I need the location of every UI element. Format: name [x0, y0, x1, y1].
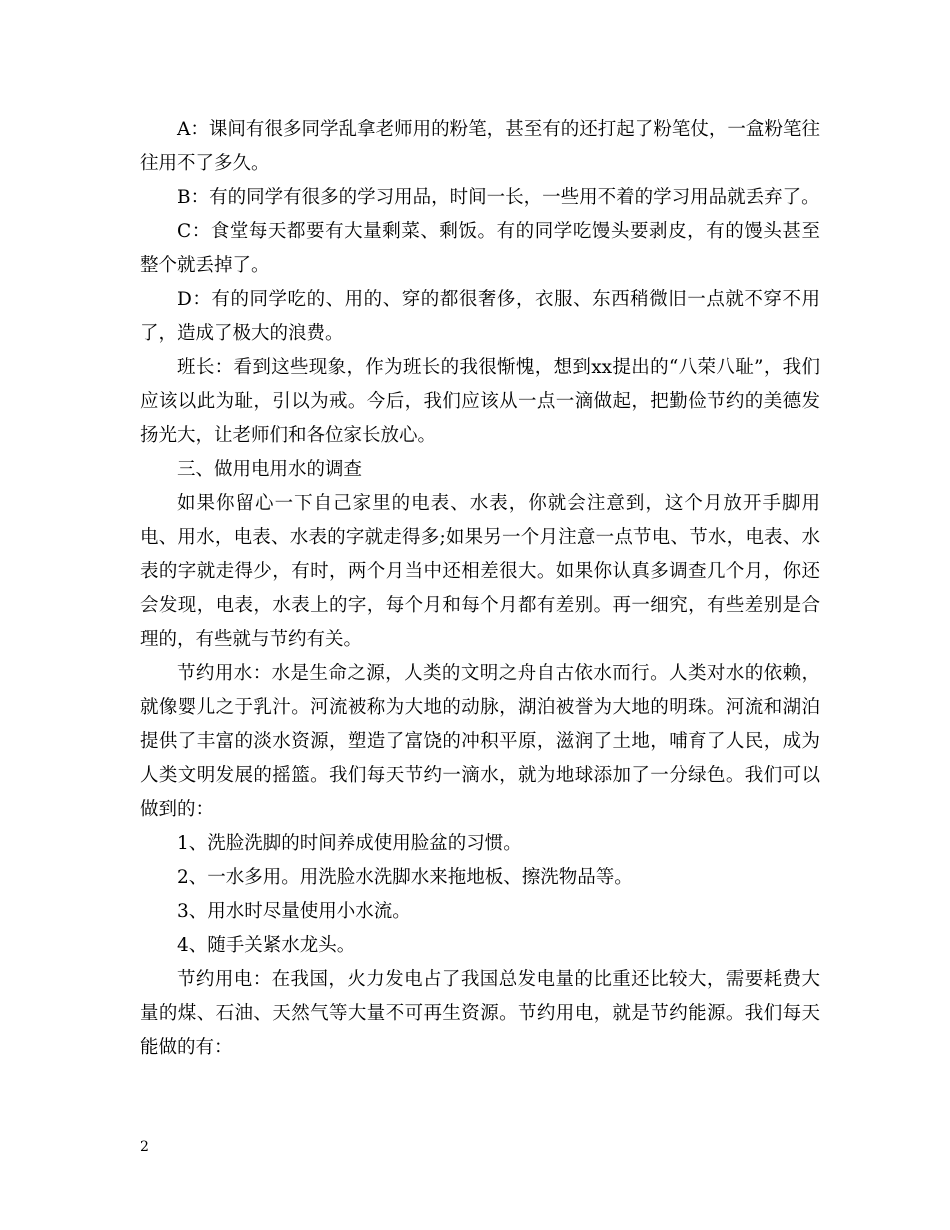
paragraph-meters: 如果你留心一下自己家里的电表、水表，你就会注意到，这个月放开手脚用电、用水，电表、水表的字就走得多;如果另一个月注意一点节电、节水，电表、水表的字就走得少，有时，两个月当中还相差很大。如果你认真多调查几个月，你还会发现，电表，水表上的字，每个月和每个月都有差别。再一细究，有些差别是合理的，有些就与节约有关。: [140, 493, 820, 650]
list-item-1: 1、洗脸洗脚的时间养成使用脸盆的习惯。: [177, 833, 522, 854]
paragraph-save-water: 节约用水：水是生命之源，人类的文明之舟自古依水而行。人类对水的依赖，就像婴儿之于乳汁。河流被称为大地的动脉，湖泊被誉为大地的明珠。河流和湖泊提供了丰富的淡水资源，塑造了富饶的冲积平原，滋润了土地，哺育了人民，成为人类文明发展的摇篮。我们每天节约一滴水，就为地球添加了一分绿色。我们可以做到的：: [140, 663, 820, 820]
list-item-2: 2、一水多用。用洗脸水洗脚水来拖地板、擦洗物品等。: [177, 867, 633, 888]
page-number: 2: [140, 1139, 149, 1155]
paragraph-a: A：课间有很多同学乱拿老师用的粉笔，甚至有的还打起了粉笔仗，一盒粉笔往往用不了多久。: [140, 119, 820, 174]
list-item-4: 4、随手关紧水龙头。: [177, 935, 356, 956]
paragraph-monitor: 班长：看到这些现象，作为班长的我很惭愧，想到xx提出的“八荣八耻”，我们应该以此为耻，引以为戒。今后，我们应该从一点一滴做起，把勤俭节约的美德发扬光大，让老师们和各位家长放心。: [140, 357, 820, 446]
document-body: [140, 113, 820, 1065]
paragraph-d: D：有的同学吃的、用的、穿的都很奢侈，衣服、东西稍微旧一点就不穿不用了，造成了极大的浪费。: [140, 289, 820, 344]
paragraph-c: C：食堂每天都要有大量剩菜、剩饭。有的同学吃馒头要剥皮，有的馒头甚至整个就丢掉了。: [140, 221, 820, 276]
section-heading: 三、做用电用水的调查: [177, 459, 363, 480]
paragraph-save-electricity: 节约用电：在我国，火力发电占了我国总发电量的比重还比较大，需要耗费大量的煤、石油、天然气等大量不可再生资源。节约用电，就是节约能源。我们每天能做的有：: [140, 969, 820, 1058]
list-item-3: 3、用水时尽量使用小水流。: [177, 901, 411, 922]
paragraph-b: B：有的同学有很多的学习用品，时间一长，一些用不着的学习用品就丢弃了。: [177, 187, 820, 208]
